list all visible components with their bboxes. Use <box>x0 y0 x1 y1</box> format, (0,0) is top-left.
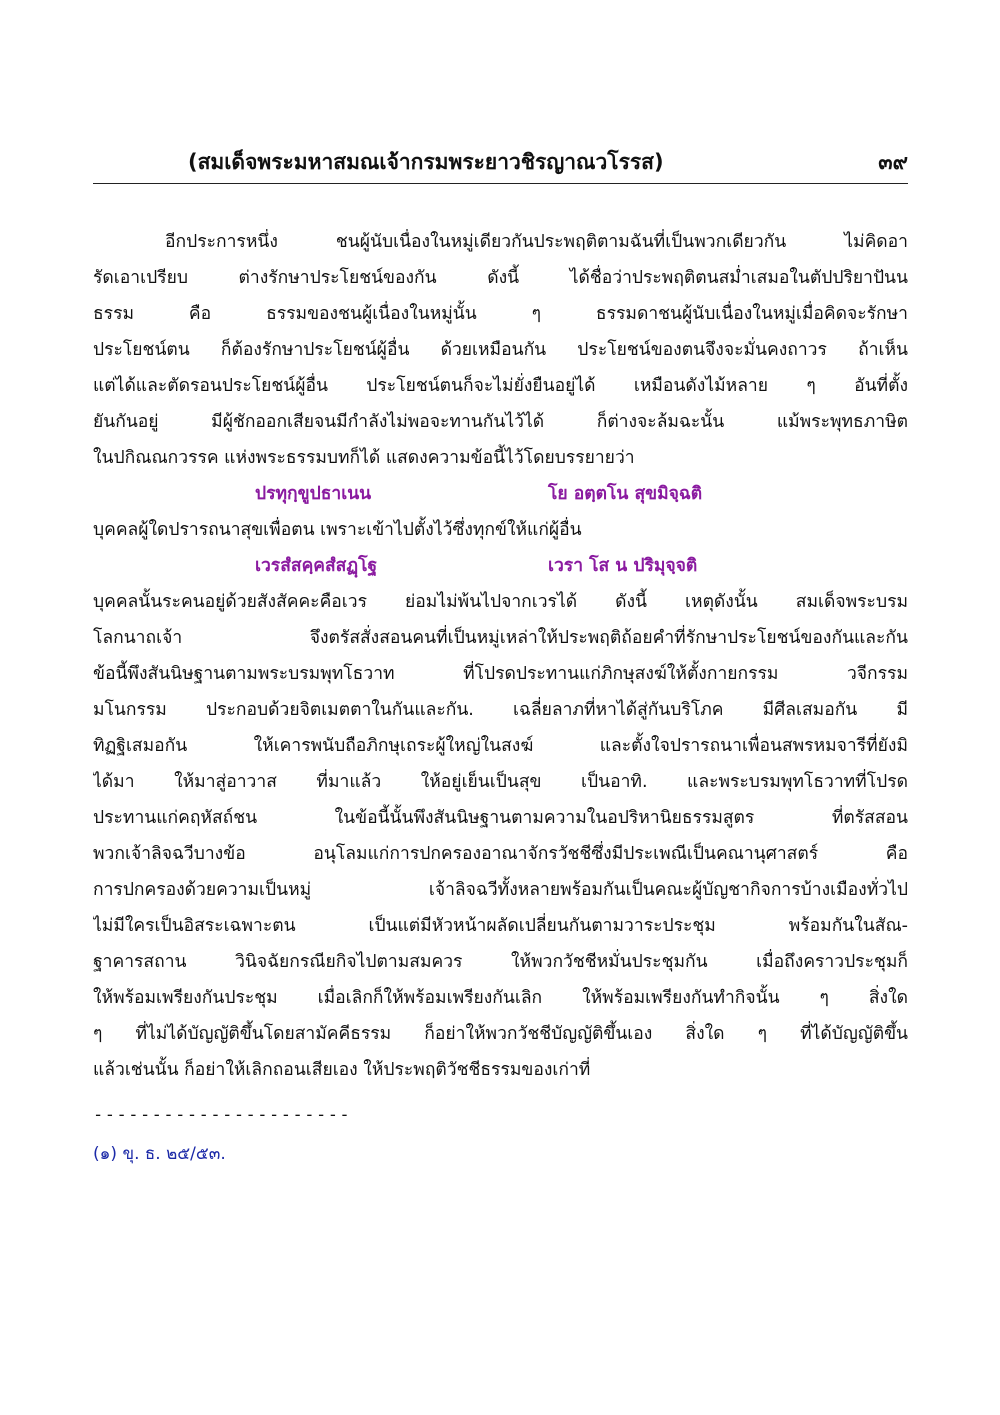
text-line: การปกครองด้วยความเป็นหมู่ เจ้าลิจฉวีทั้งหลายพร้อมกันเป็นคณะผู้บัญชากิจการบ้างเมืองทั่วไป <box>93 880 908 900</box>
text-line: แล้วเช่นนั้น ก็อย่าให้เลิกถอนเสียเอง ให้ประพฤติวัชชีธรรมของเก่าที่ <box>93 1060 591 1080</box>
text-line: ได้มา ให้มาสู่อาวาส ที่มาแล้ว ให้อยู่เย็นเป็นสุข เป็นอาทิ. และพระบรมพุทโธวาทที่โปรด <box>93 772 908 792</box>
text-line: โลกนาถเจ้า จึงตรัสสั่งสอนคนที่เป็นหมู่เหล่าให้ประพฤติถ้อยคำที่รักษาประโยชน์ของกันและกัน <box>93 628 908 648</box>
text-line: ข้อนี้พึงสันนิษฐานตามพระบรมพุทโธวาท ที่โปรดประทานแก่ภิกษุสงฆ์ให้ตั้งกายกรรม วจีกรรม <box>93 664 908 684</box>
verse-left: ปรทุกฺขูปธาเนน <box>255 484 372 504</box>
text-line: พวกเจ้าลิจฉวีบางข้อ อนุโลมแก่การปกครองอาณาจักรวัชชีซึ่งมีประเพณีเป็นคณานุศาสตร์ คือ <box>93 844 908 864</box>
text-line: อีกประการหนึ่ง ชนผู้นับเนื่องในหมู่เดียวกันประพฤติตามฉันที่เป็นพวกเดียวกัน ไม่คิดอา <box>165 232 908 252</box>
text-line: ฐาคารสถาน วินิจฉัยกรณียกิจไปตามสมควร ให้พวกวัชชีหมั่นประชุมกัน เมื่อถึงคราวประชุมก็ <box>93 952 908 972</box>
verse-right: โย อตฺตโน สุขมิจฺฉติ <box>548 484 703 504</box>
main-text <box>93 224 908 1088</box>
verse-translation: บุคคลผู้ใดปรารถนาสุขเพื่อตน เพราะเข้าไปตั้งไว้ซึ่งทุกข์ให้แก่ผู้อื่น <box>93 520 582 540</box>
text-line: ๆ ที่ไม่ได้บัญญัติขึ้นโดยสามัคคีธรรม ก็อย่าให้พวกวัชชีบัญญัติขึ้นเอง สิ่งใด ๆ ที่ได้บัญญัติขึ้น <box>93 1024 908 1044</box>
verse-left: เวรสํสคฺคสํสฏฺโฐ <box>255 556 378 576</box>
header-divider <box>93 183 908 184</box>
text-line: ทิฏฐิเสมอกัน ให้เคารพนับถือภิกษุเถระผู้ใหญ่ในสงฆ์ และตั้งใจปรารถนาเพื่อนสพรหมจารีที่ยังมิ <box>93 736 908 756</box>
footnote-separator: ---------------------- <box>93 1105 352 1125</box>
text-line: รัดเอาเปรียบ ต่างรักษาประโยชน์ของกัน ดังนี้ ได้ชื่อว่าประพฤติตนสม่ำเสมอในตัปปริยาปันน <box>93 268 908 288</box>
text-line: ให้พร้อมเพรียงกันประชุม เมื่อเลิกก็ให้พร้อมเพรียงกันเลิก ให้พร้อมเพรียงกันทำกิจนั้น ๆ สิ่งใด <box>93 988 908 1008</box>
text-line: ยันกันอยู่ มีผู้ชักออกเสียจนมีกำลังไม่พอจะทานกันไว้ได้ ก็ต่างจะล้มฉะนั้น แม้พระพุทธภาษิต <box>93 412 908 432</box>
text-line: ประทานแก่คฤหัสถ์ชน ในข้อนี้นั้นพึงสันนิษฐานตามความในอปริหานิยธรรมสูตร ที่ตรัสสอน <box>93 808 908 828</box>
text-line: แต่ได้และตัดรอนประโยชน์ผู้อื่น ประโยชน์ตนก็จะไม่ยั่งยืนอยู่ได้ เหมือนดังไม้หลาย ๆ อันที่ตั้ง <box>93 376 908 396</box>
page-number: ๓๙ <box>878 150 908 174</box>
text-line: มโนกรรม ประกอบด้วยจิตเมตตาในกันและกัน. เฉลี่ยลาภที่หาได้สู่กันบริโภค มีศีลเสมอกัน มี <box>93 700 908 720</box>
footnote: (๑) ขุ. ธ. ๒๕/๕๓. <box>93 1144 226 1164</box>
text-line: ประโยชน์ตน ก็ต้องรักษาประโยชน์ผู้อื่น ด้วยเหมือนกัน ประโยชน์ของตนจึงจะมั่นคงถาวร ถ้าเห็น <box>93 340 908 360</box>
pali-verse-2 <box>93 548 908 584</box>
text-line: บุคคลนั้นระคนอยู่ด้วยสังสัคคะคือเวร ย่อมไม่พ้นไปจากเวรได้ ดังนี้ เหตุดังนั้น สมเด็จพระบรม <box>93 592 908 612</box>
text-line: ในปกิณณกวรรค แห่งพระธรรมบทก็ได้ แสดงความข้อนี้ไว้โดยบรรยายว่า <box>93 448 635 468</box>
text-line: ไม่มีใครเป็นอิสระเฉพาะตน เป็นแต่มีหัวหน้าผลัดเปลี่ยนกันตามวาระประชุม พร้อมกันในสัณ- <box>93 916 908 936</box>
verse-right: เวรา โส น ปริมุจฺจติ <box>548 556 698 576</box>
page-title: (สมเด็จพระมหาสมณเจ้ากรมพระยาวชิรญาณวโรรส) <box>188 150 664 174</box>
page-header <box>93 146 908 186</box>
pali-verse-1 <box>93 476 908 512</box>
text-line: ธรรม คือ ธรรมของชนผู้เนื่องในหมู่นั้น ๆ ธรรมดาชนผู้นับเนื่องในหมู่เมื่อคิดจะรักษา <box>93 304 908 324</box>
